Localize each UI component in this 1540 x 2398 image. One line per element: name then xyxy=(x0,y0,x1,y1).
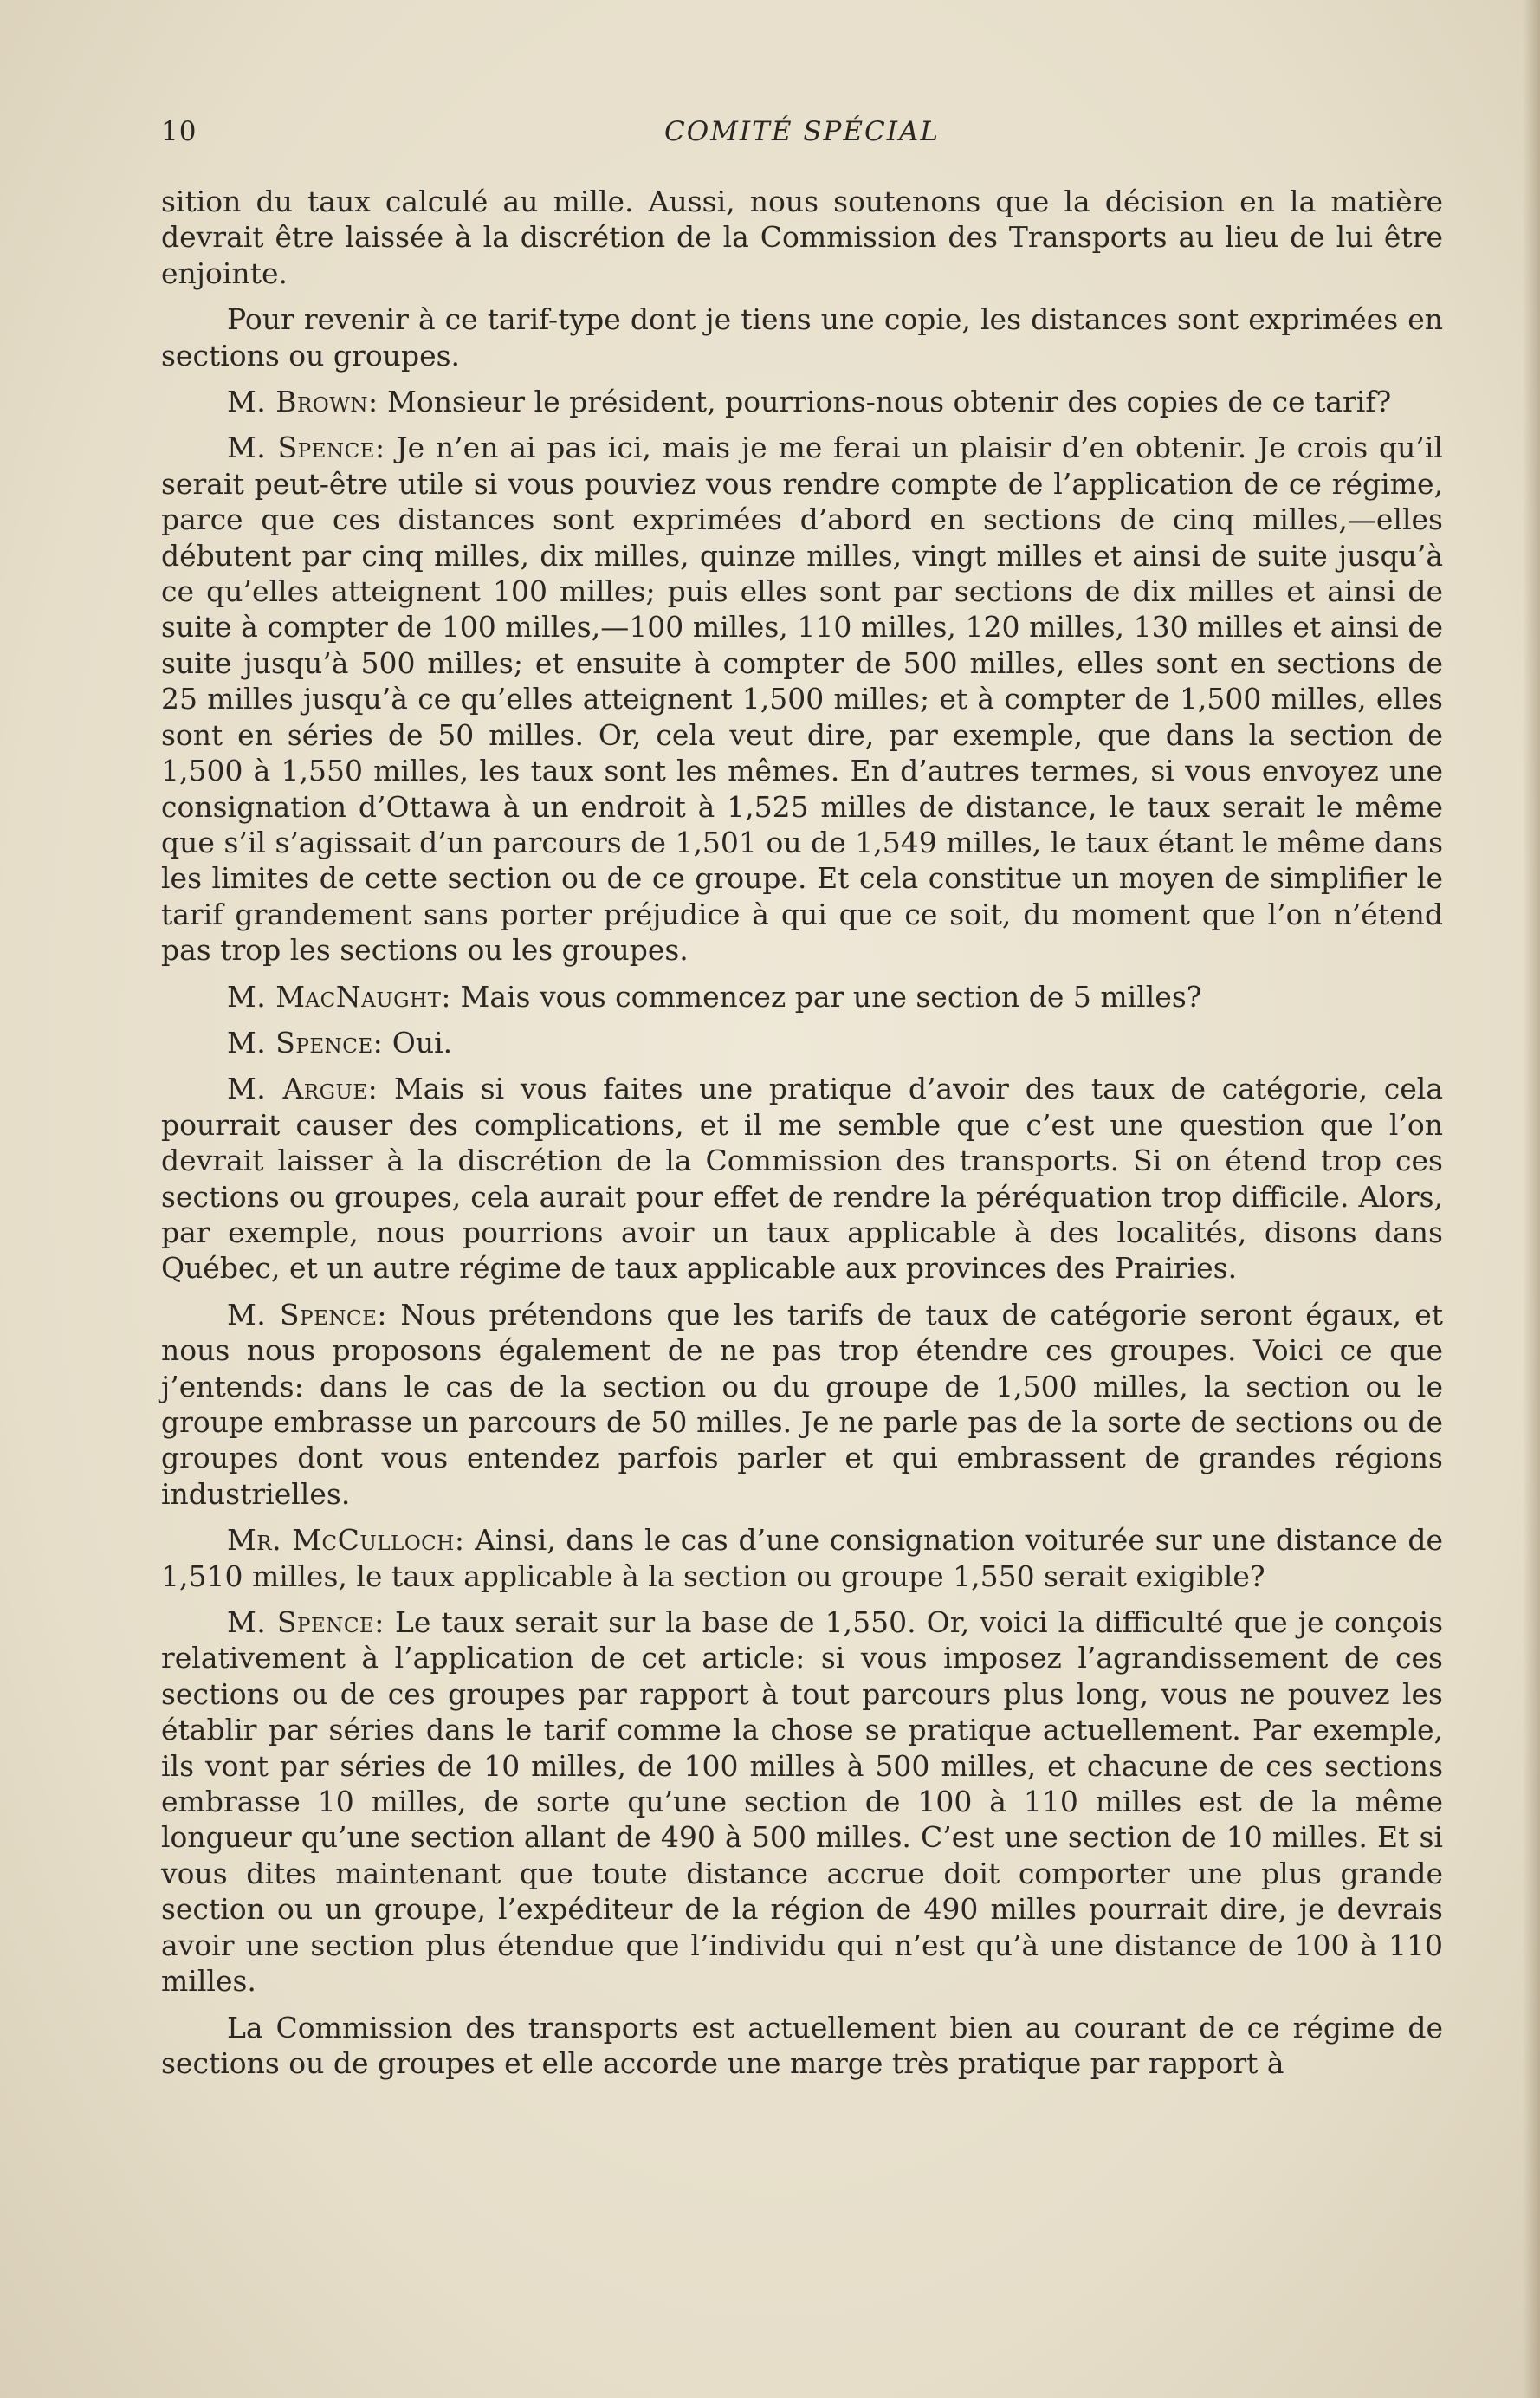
page-number: 10 xyxy=(161,116,197,147)
paragraph-text: Nous prétendons que les tarifs de taux de catégorie seront égaux, et nous nous proposons également de ne pas trop étendre ces groupes. Voici ce que j’entends: dans le cas de la section ou du groupe de 1,500 milles, la section ou le groupe embrasse un parcours de 50 milles. Je ne parle pas de la sorte de sections ou de groupes dont vous entendez parfois parler et qui embrassent de grandes régions industrielles. xyxy=(161,1297,1444,1511)
speaker-name: M. Spence: xyxy=(227,431,385,465)
paragraph-text: Monsieur le président, pourrions-nous obtenir des copies de ce tarif? xyxy=(387,385,1392,419)
page-header xyxy=(161,113,1443,156)
speaker-name: M. Spence: xyxy=(227,1025,384,1060)
paragraph-text: sition du taux calculé au mille. Aussi, nous soutenons que la décision en la matière devrait être laissée à la discrétion de la Commission des Transports au lieu de lui être enjointe. xyxy=(161,185,1443,290)
paragraph xyxy=(161,1025,1443,1060)
paragraph-text: Je n’en ai pas ici, mais je me ferai un plaisir d’en obtenir. Je crois qu’il serait peut-être utile si vous pouviez vous rendre compte de l’application de ce régime, parce que ces distances sont exprimées d’abord en sections de cinq milles,—elles débutent par cinq milles, dix milles, quinze milles, vingt milles et ainsi de suite jusqu’à ce qu’elles atteignent 100 milles; puis elles sont par sections de dix milles et ainsi de suite à compter de 100 milles,—100 milles, 110 milles, 120 milles, 130 milles et ainsi de suite jusqu’à 500 milles; et ensuite à compter de 500 milles, elles sont en sections de 25 milles jusqu’à ce qu’elles atteignent 1,500 milles; et à compter de 1,500 milles, elles sont en séries de 50 milles. Or, cela veut dire, par exemple, que dans la section de 1,500 à 1,550 milles, les taux sont les mêmes. En d’autres termes, si vous envoyez une consignation d’Ottawa à un endroit à 1,525 milles de distance, le taux serait le même que s’il s’agissait d’un parcours de 1,501 ou de 1,549 milles, le taux étant le même dans les limites de cette section ou de ce groupe. Et cela constitue un moyen de simplifier le tarif grandement sans porter préjudice à qui que ce soit, du moment que l’on n’étend pas trop les sections ou les groupes. xyxy=(161,431,1443,968)
speaker-name: M. Brown: xyxy=(227,385,379,419)
paragraph xyxy=(161,2010,1443,2082)
paragraph xyxy=(161,1297,1443,1512)
speaker-name: M. MacNaught: xyxy=(227,979,452,1014)
paragraph xyxy=(161,979,1443,1014)
body-text xyxy=(161,184,1443,2091)
paragraph-text: Ainsi, dans le cas d’une consignation voiturée sur une distance de 1,510 milles, le taux applicable à la section ou groupe 1,550 serait exigible? xyxy=(161,1523,1443,1593)
speaker-name: Mr. McCulloch: xyxy=(227,1523,465,1558)
speaker-name: M. Spence: xyxy=(227,1297,388,1332)
paragraph xyxy=(161,1071,1443,1286)
paragraph-text: Le taux serait sur la base de 1,550. Or, voici la difficulté que je conçois relativement à l’application de cet article: si vous imposez l’agrandissement de ces sections ou de ces groupes par rapport à tout parcours plus long, vous ne pouvez les établir par séries dans le tarif comme la chose se pratique actuellement. Par exemple, ils vont par séries de 10 milles, de 100 milles à 500 milles, et chacune de ces sections embrasse 10 milles, de sorte qu’une section de 100 à 110 milles est de la même longueur qu’une section allant de 490 à 500 milles. C’est une section de 10 milles. Et si vous dites maintenant que toute distance accrue doit comporter une plus grande section ou un groupe, l’expéditeur de la région de 490 milles pourrait dire, je devrais avoir une section plus étendue que l’individu qui n’est qu’à une distance de 100 à 110 milles. xyxy=(161,1605,1444,1999)
paragraph-text: Oui. xyxy=(391,1025,453,1060)
paragraph-text: Mais si vous faites une pratique d’avoir des taux de catégorie, cela pourrait causer des complications, et il me semble que c’est une question que l’on devrait laisser à la discrétion de la Commission des transports. Si on étend trop ces sections ou groupes, cela aurait pour effet de rendre la péréquation trop difficile. Alors, par exemple, nous pourrions avoir un taux applicable à des localités, disons dans Québec, et un autre régime de taux applicable aux provinces des Prairies. xyxy=(161,1072,1443,1286)
paragraph-text: La Commission des transports est actuellement bien au courant de ce régime de sections ou de groupes et elle accorde une marge très pratique par rapport à xyxy=(161,2010,1443,2080)
speaker-name: M. Spence: xyxy=(227,1605,385,1640)
paragraph xyxy=(161,1604,1443,1999)
paragraph xyxy=(161,184,1443,291)
paragraph xyxy=(161,430,1443,968)
running-head: COMITÉ SPÉCIAL xyxy=(664,116,940,147)
paragraph-text: Pour revenir à ce tarif-type dont je tiens une copie, les distances sont exprimées en sections ou groupes. xyxy=(161,302,1443,373)
paragraph xyxy=(161,384,1443,419)
speaker-name: M. Argue: xyxy=(227,1072,379,1106)
paragraph xyxy=(161,301,1443,373)
paragraph-text: Mais vous commencez par une section de 5 milles? xyxy=(460,979,1202,1014)
paragraph xyxy=(161,1522,1443,1594)
page-edge-shadow xyxy=(1523,0,1540,2398)
